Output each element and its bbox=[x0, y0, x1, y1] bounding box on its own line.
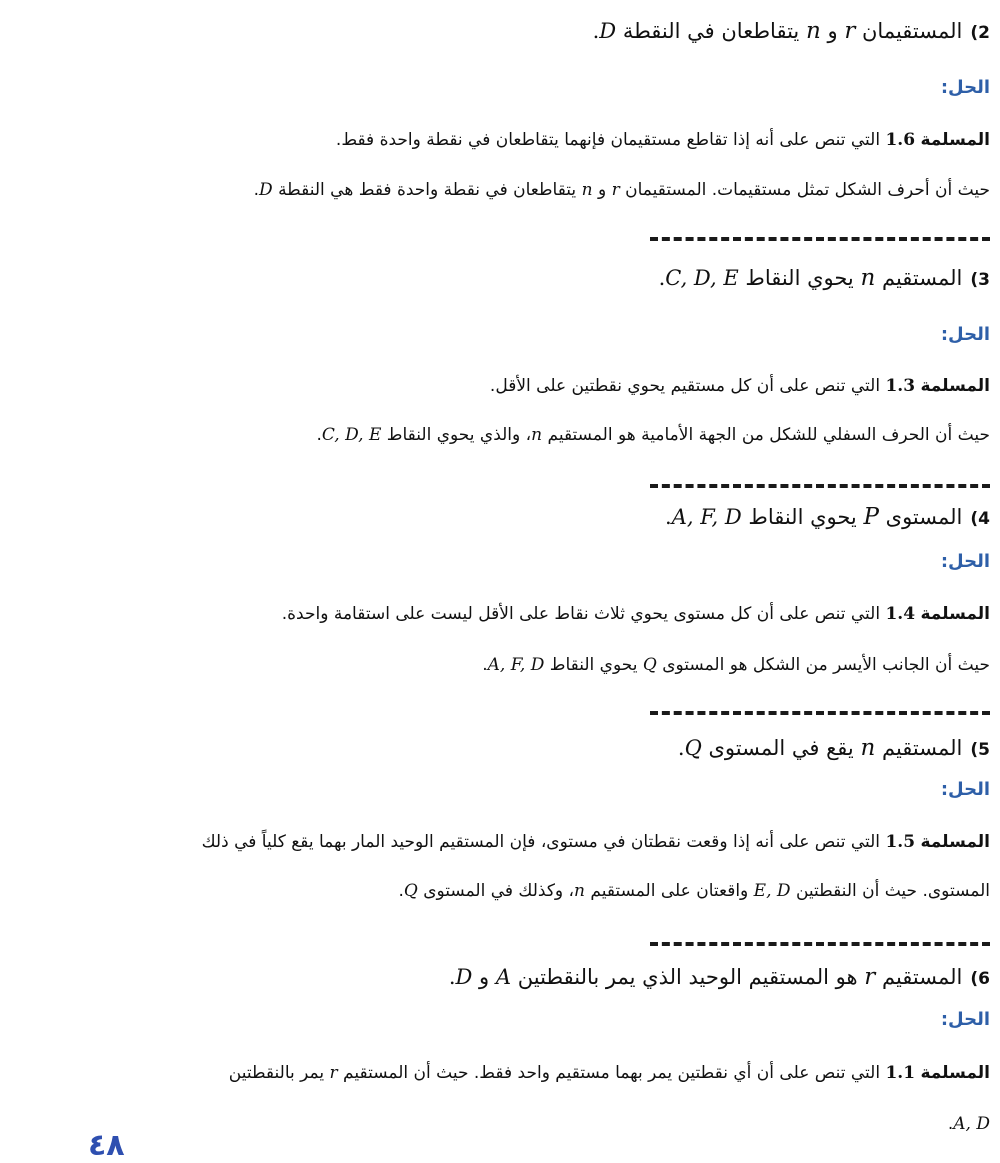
postulate-5-explanation: المستوى. حيث أن النقطتين E, D واقعتان على المستقيم n، وكذلك في المستوى Q. bbox=[398, 881, 990, 901]
postulate-2-explanation: حيث أن أحرف الشكل تمثل مستقيمات. المستقيمان r و n يتقاطعان في نقطة واحدة فقط هي النقطة D. bbox=[253, 180, 990, 200]
postulate-6-explanation: .A, D bbox=[947, 1114, 990, 1134]
solution-label: الحل: bbox=[940, 1009, 990, 1030]
separator-line bbox=[650, 484, 990, 488]
solution-label: الحل: bbox=[940, 551, 990, 572]
solution-label: الحل: bbox=[940, 77, 990, 98]
postulate-4-statement: المسلمة 1.4 التي تنص على أن كل مستوى يحوي ثلاث نقاط على الأقل ليست على استقامة واحدة. bbox=[281, 604, 990, 624]
question-3: 3)المستقيم n يحوي النقاط C, D, E. bbox=[658, 265, 990, 291]
separator-line bbox=[650, 237, 990, 241]
solution-label: الحل: bbox=[940, 324, 990, 345]
page-number: ٤٨ bbox=[88, 1128, 125, 1163]
postulate-6-statement: المسلمة 1.1 التي تنص على أن أي نقطتين يمر بهما مستقيم واحد فقط. حيث أن المستقيم r يمر بالنقطتين bbox=[228, 1063, 990, 1083]
postulate-3-statement: المسلمة 1.3 التي تنص على أن كل مستقيم يحوي نقطتين على الأقل. bbox=[489, 376, 990, 396]
separator-line bbox=[650, 942, 990, 946]
separator-line bbox=[650, 711, 990, 715]
question-number: 2) bbox=[970, 23, 990, 43]
postulate-4-explanation: حيث أن الجانب الأيسر من الشكل هو المستوى Q يحوي النقاط A, F, D. bbox=[482, 655, 990, 675]
postulate-5-statement: المسلمة 1.5 التي تنص على أنه إذا وقعت نقطتان في مستوى، فإن المستقيم الوحيد المار بهما يقع كلياً في ذلك bbox=[201, 832, 990, 852]
postulate-3-explanation: حيث أن الحرف السفلي للشكل من الجهة الأمامية هو المستقيم n، والذي يحوي النقاط C, D, E. bbox=[316, 425, 990, 445]
postulate-2-statement: المسلمة 1.6 التي تنص على أنه إذا تقاطع مستقيمان فإنهما يتقاطعان في نقطة واحدة فقط. bbox=[335, 130, 990, 150]
question-5: 5)المستقيم n يقع في المستوى Q. bbox=[677, 735, 990, 761]
solution-label: الحل: bbox=[940, 779, 990, 800]
question-2: 2)المستقيمان r و n يتقاطعان في النقطة D. bbox=[592, 18, 990, 44]
question-6: 6)المستقيم r هو المستقيم الوحيد الذي يمر بالنقطتين A و D. bbox=[448, 964, 990, 990]
question-4: 4)المستوى P يحوي النقاط A, F, D. bbox=[665, 504, 990, 530]
